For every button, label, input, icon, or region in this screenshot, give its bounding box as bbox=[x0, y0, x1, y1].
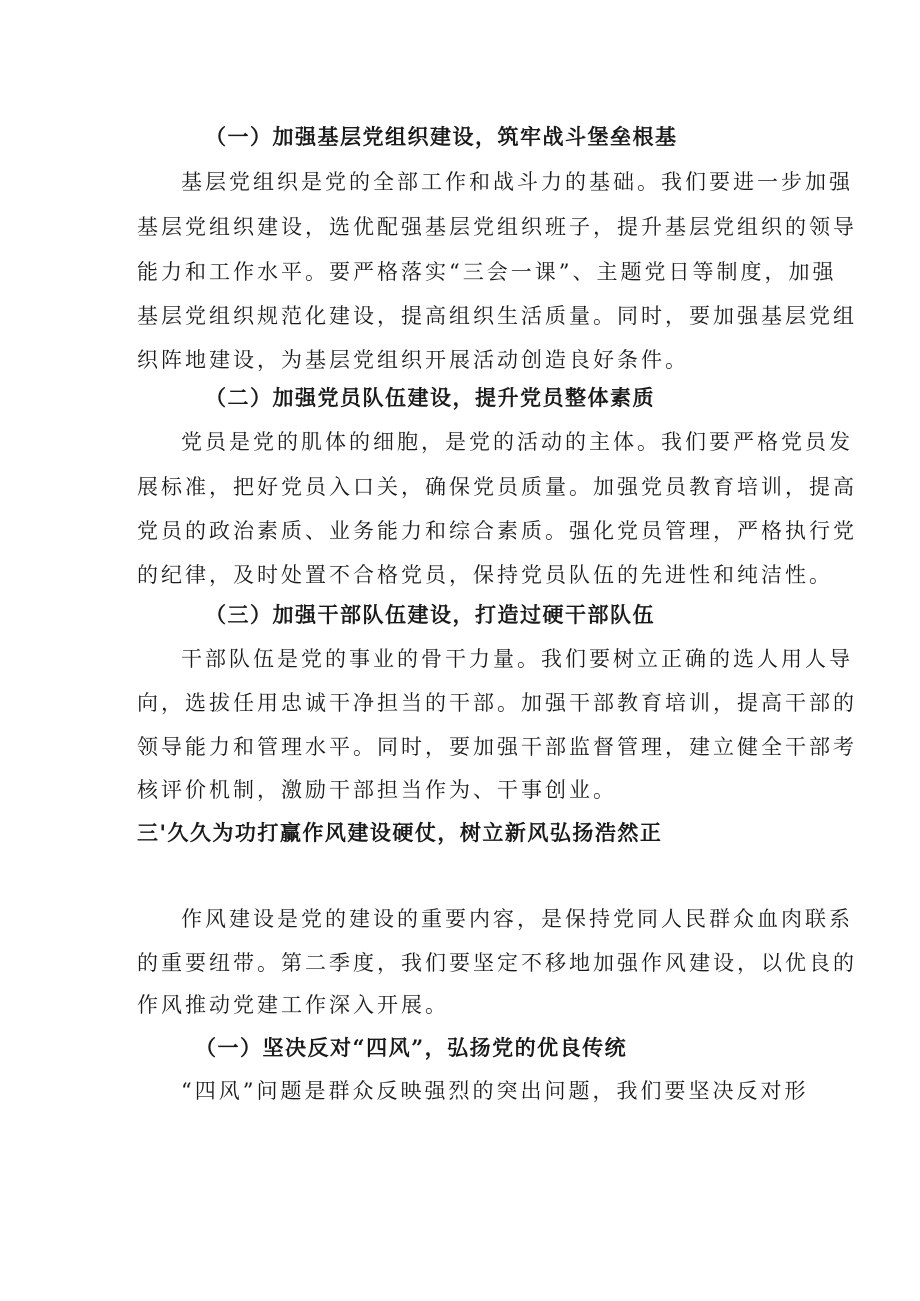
paragraph-line: 党员是党的肌体的细胞，是党的活动的主体。我们要严格党员发 bbox=[181, 430, 853, 454]
section-heading: （三）加强干部队伍建设，打造过硬干部队伍 bbox=[205, 602, 655, 627]
paragraph-line: 织阵地建设，为基层党组织开展活动创造良好条件。 bbox=[137, 348, 689, 372]
paragraph-line: “四风”问题是群众反映强烈的突出问题，我们要坚决反对形 bbox=[181, 1079, 809, 1103]
paragraph-line: 向，选拔任用忠诚干净担当的干部。加强干部教育培训，提高干部的 bbox=[137, 691, 857, 715]
section-heading: （一）坚决反对“四风”，弘扬党的优良传统 bbox=[195, 1035, 628, 1060]
paragraph-line: 基层党组织是党的全部工作和战斗力的基础。我们要进一步加强 bbox=[181, 170, 853, 194]
paragraph-line: 的重要纽带。第二季度，我们要坚定不移地加强作风建设，以优良的 bbox=[137, 951, 857, 975]
paragraph-line: 领导能力和管理水平。同时，要加强干部监督管理，建立健全干部考 bbox=[137, 735, 857, 759]
paragraph-line: 基层党组织规范化建设，提高组织生活质量。同时，要加强基层党组 bbox=[137, 304, 857, 328]
paragraph-line: 党员的政治素质、业务能力和综合素质。强化党员管理，严格执行党 bbox=[137, 519, 857, 543]
paragraph-line: 展标准，把好党员入口关，确保党员质量。加强党员教育培训，提高 bbox=[137, 475, 857, 499]
paragraph-line: 核评价机制，激励干部担当作为、干事创业。 bbox=[137, 778, 617, 802]
paragraph-line: 的纪律，及时处置不合格党员，保持党员队伍的先进性和纯洁性。 bbox=[137, 563, 833, 587]
section-heading: （二）加强党员队伍建设，提升党员整体素质 bbox=[205, 385, 655, 410]
paragraph-line: 干部队伍是党的事业的骨干力量。我们要树立正确的选人用人导 bbox=[181, 647, 853, 671]
section-heading: （一）加强基层党组织建设，筑牢战斗堡垒根基 bbox=[205, 124, 678, 149]
paragraph-line: 能力和工作水平。要严格落实“三会一课”、主题党日等制度，加强 bbox=[137, 260, 837, 284]
paragraph-line: 基层党组织建设，选优配强基层党组织班子，提升基层党组织的领导 bbox=[137, 215, 857, 239]
paragraph-line: 作风建设是党的建设的重要内容，是保持党同人民群众血肉联系 bbox=[181, 907, 853, 931]
paragraph-line: 作风推动党建工作深入开展。 bbox=[137, 993, 449, 1017]
part-heading: 三'久久为功打赢作风建设硬仗，树立新风弘扬浩然正 bbox=[137, 820, 663, 845]
